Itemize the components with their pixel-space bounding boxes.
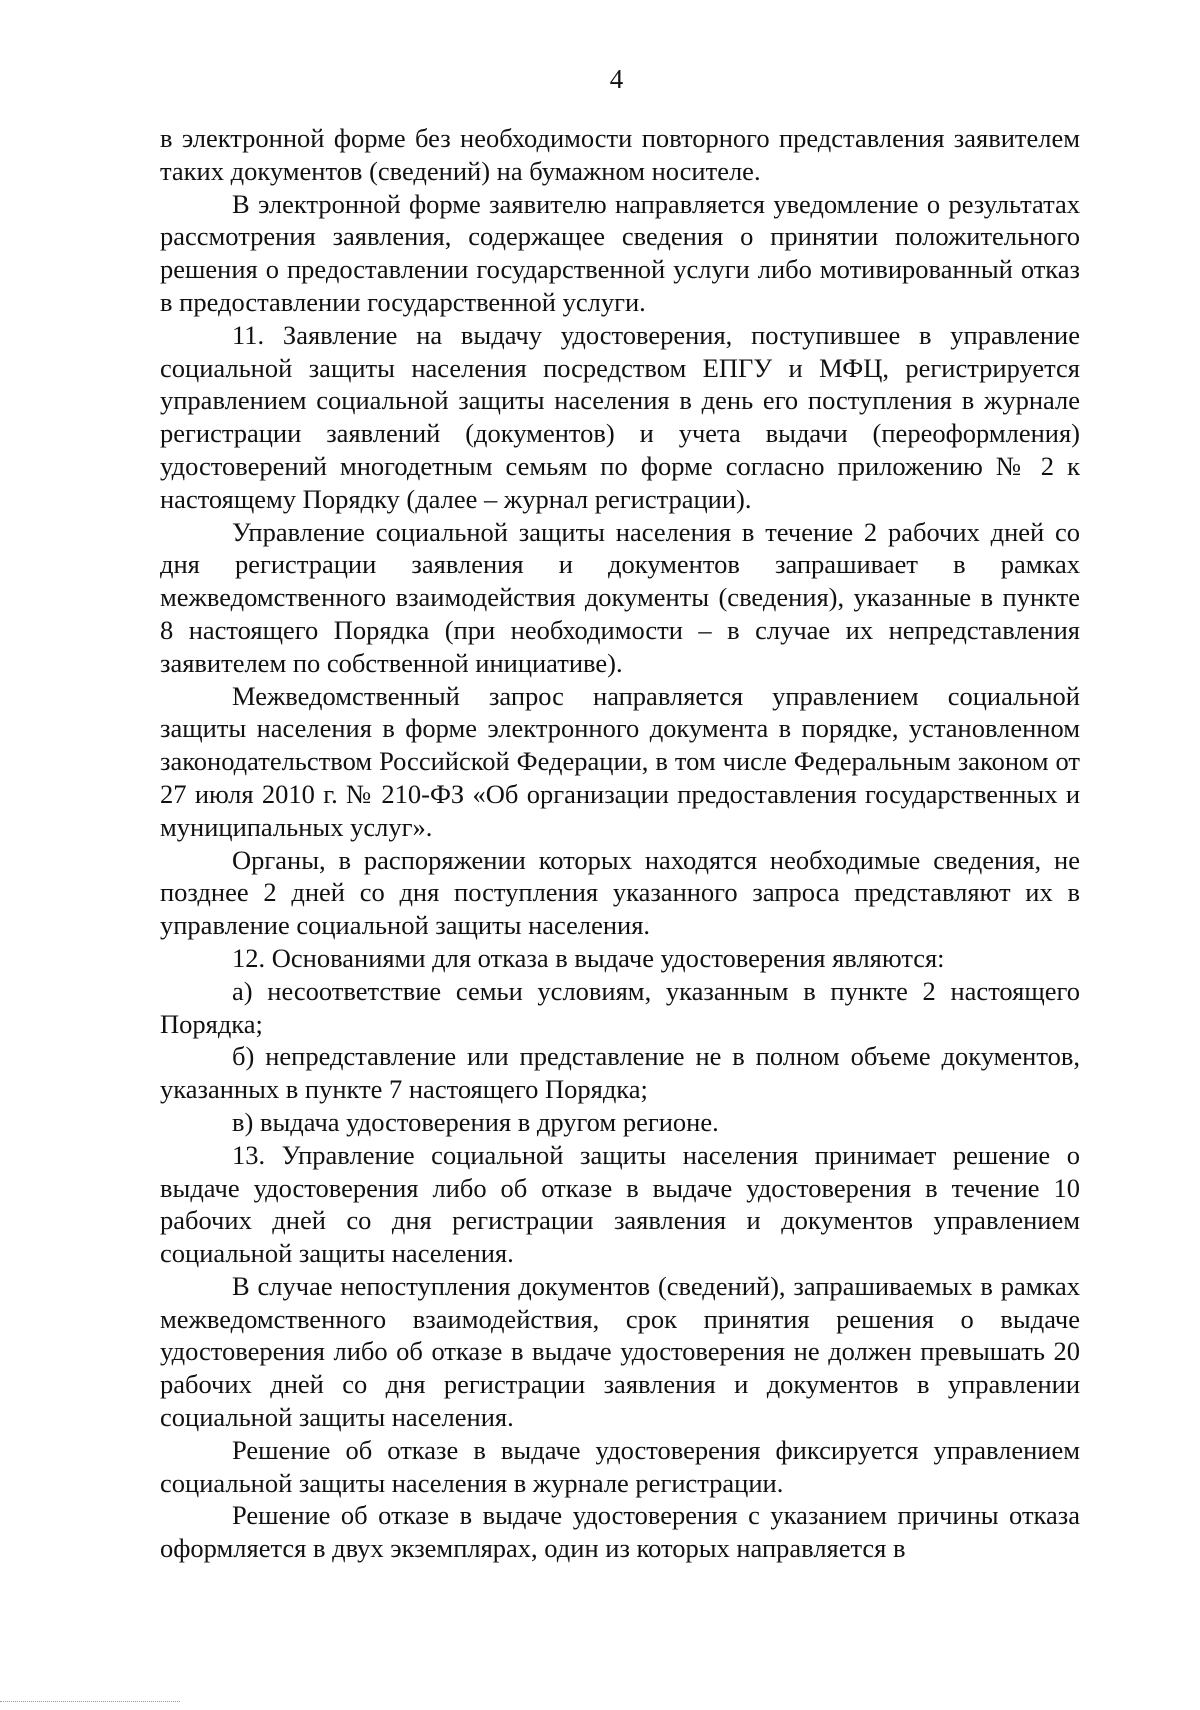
list-item-b: б) непредставление или представление не в полном объеме документов, указанных в пункте 7 настоящего Порядка; bbox=[160, 1041, 1080, 1105]
paragraph-continuation: в электронной форме без необходимости повторного представления заявителем таких документов (сведений) на бумажном носителе. bbox=[160, 123, 1080, 186]
page-number: 4 bbox=[609, 64, 624, 94]
paragraph-agencies-response: Органы, в распоряжении которых находятся необходимые сведения, не позднее 2 дней со дня поступления указанного запроса представляют их в управление социальной защиты населения. bbox=[160, 844, 1080, 941]
paragraph-clause-13: 13. Управление социальной защиты населения принимает решение о выдаче удостоверения либо об отказе в выдаче удостоверения в течение 10 рабочих дней со дня регистрации заявления и документов управлением социальной защиты населения. bbox=[160, 1139, 1080, 1269]
list-item-v: в) выдача удостоверения в другом регионе. bbox=[232, 1106, 719, 1137]
list-item-a: а) несоответствие семьи условиям, указанным в пункте 2 настоящего Порядка; bbox=[160, 975, 1080, 1039]
paragraph-refusal-recorded: Решение об отказе в выдаче удостоверения фиксируется управлением социальной защиты населения в журнале регистрации. bbox=[160, 1434, 1080, 1498]
paragraph-deadline: В случае непоступления документов (сведений), запрашиваемых в рамках межведомственного взаимодействия, срок принятия решения о выдаче удостоверения либо об отказе в выдаче удостоверения не должен превышать 20 рабочих дней со дня регистрации заявления и документов в управлении социальной защиты населения. bbox=[160, 1270, 1080, 1433]
paragraph-notification: В электронной форме заявителю направляется уведомление о результатах рассмотрения заявления, содержащее сведения о принятии положительного решения о предоставлении государственной услуги либо мотивированный отказ в предоставлении государственной услуги. bbox=[160, 188, 1080, 317]
paragraph-electronic-request: Межведомственный запрос направляется управлением социальной защиты населения в форме электронного документа в порядке, установленном законодательством Российской Федерации, в том числе Федеральным законом от 27 июля 2010 г. № 210-ФЗ «Об организации предоставления государственных и муниципальных услуг». bbox=[160, 680, 1080, 842]
paragraph-interagency-request: Управление социальной защиты населения в течение 2 рабочих дней со дня регистрации заявления и документов запрашивает в рамках межведомственного взаимодействия документы (сведения), указанные в пункте 8 настоящего Порядка (при необходимости – в случае их непредставления заявителем по собственной инициативе). bbox=[160, 516, 1080, 678]
scan-edge-mark bbox=[0, 1701, 180, 1710]
paragraph-clause-11: 11. Заявление на выдачу удостоверения, поступившее в управление социальной защиты населения посредством ЕПГУ и МФЦ, регистрируется управлением социальной защиты населения в день его поступления в журнале регистрации заявлений (документов) и учета выдачи (переоформления) удостоверений многодетным семьям по форме согласно приложению № 2 к настоящему Порядку (далее – журнал регистрации). bbox=[160, 319, 1080, 514]
paragraph-refusal-copies: Решение об отказе в выдаче удостоверения с указанием причины отказа оформляется в двух экземплярах, один из которых направляется в bbox=[160, 1500, 1080, 1564]
paragraph-clause-12: 12. Основаниями для отказа в выдаче удостоверения являются: bbox=[232, 942, 945, 973]
document-body bbox=[160, 122, 1080, 1565]
